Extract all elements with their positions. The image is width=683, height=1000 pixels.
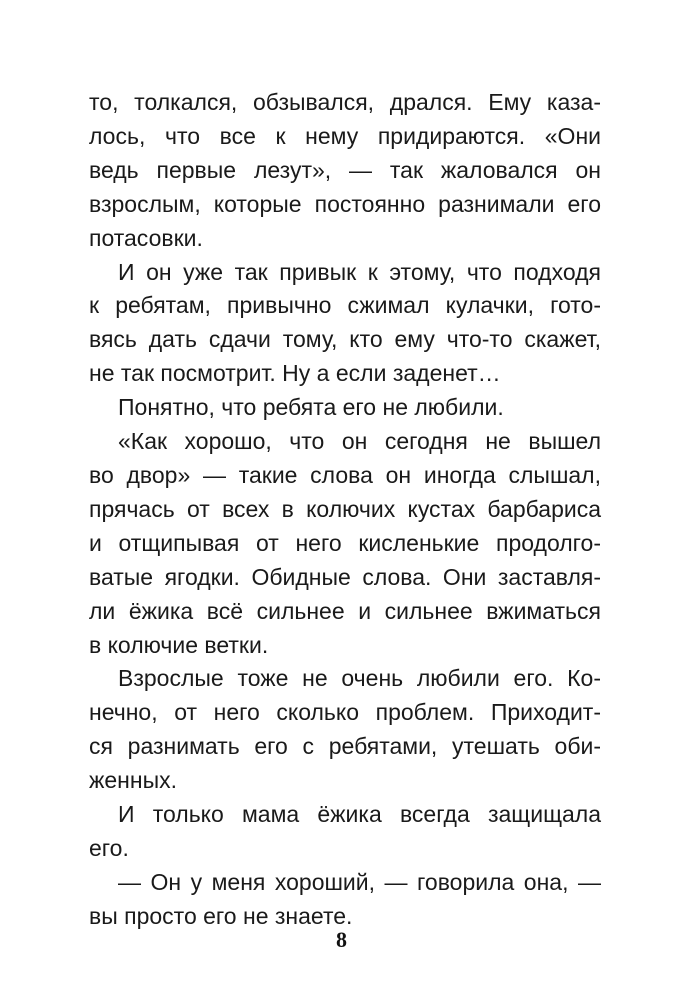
text-line: И только мама ёжика всегда защищала — [118, 801, 601, 828]
paragraph — [89, 662, 601, 798]
text-line: женных. — [89, 767, 178, 794]
text-line: — Он у меня хороший, — говорила она, — — [118, 868, 601, 895]
text-line: в колючие ветки. — [89, 631, 269, 658]
text-line: ся разнимать его с ребятами, утешать оби- — [89, 733, 601, 760]
text-line: взрослым, которые постоянно разнимали его — [89, 190, 601, 217]
text-line: к ребятам, привычно сжимал кулачки, гото- — [89, 292, 601, 319]
paragraph — [89, 425, 601, 662]
text-line: нечно, от него сколько проблем. Приходит- — [89, 699, 601, 726]
paragraph — [89, 391, 601, 425]
text-line: во двор» — такие слова он иногда слышал, — [89, 461, 601, 488]
text-line: И он уже так привык к этому, что подходя — [118, 258, 601, 285]
text-line: потасовки. — [89, 224, 203, 251]
text-line: вясь дать сдачи тому, кто ему что-то скажет, — [89, 326, 601, 353]
text-line: прячась от всех в колючих кустах барбариса — [89, 495, 601, 522]
body-text — [89, 86, 601, 934]
text-line: не так посмотрит. Ну а если заденет… — [89, 360, 501, 387]
paragraph — [89, 86, 601, 256]
text-line: его. — [89, 834, 129, 861]
text-line: ведь первые лезут», — так жаловался он — [89, 156, 601, 183]
paragraph — [89, 798, 601, 866]
text-line: «Как хорошо, что он сегодня не вышел — [118, 428, 601, 455]
text-line: то, толкался, обзывался, дрался. Ему каза- — [89, 89, 601, 115]
text-line: вы просто его не знаете. — [89, 902, 353, 929]
paragraph — [89, 866, 601, 934]
paragraph — [89, 256, 601, 392]
text-line: ватые ягодки. Обидные слова. Они заставля- — [89, 563, 601, 590]
text-line: ли ёжика всё сильнее и сильнее вжиматься — [89, 597, 601, 624]
text-line: лось, что все к нему придираются. «Они — [89, 122, 601, 149]
text-line: Понятно, что ребята его не любили. — [118, 394, 504, 421]
text-line: Взрослые тоже не очень любили его. Ко- — [118, 665, 601, 692]
text-line: и отщипывая от него кисленькие продолго- — [89, 529, 601, 556]
page-number: 8 — [336, 927, 347, 952]
